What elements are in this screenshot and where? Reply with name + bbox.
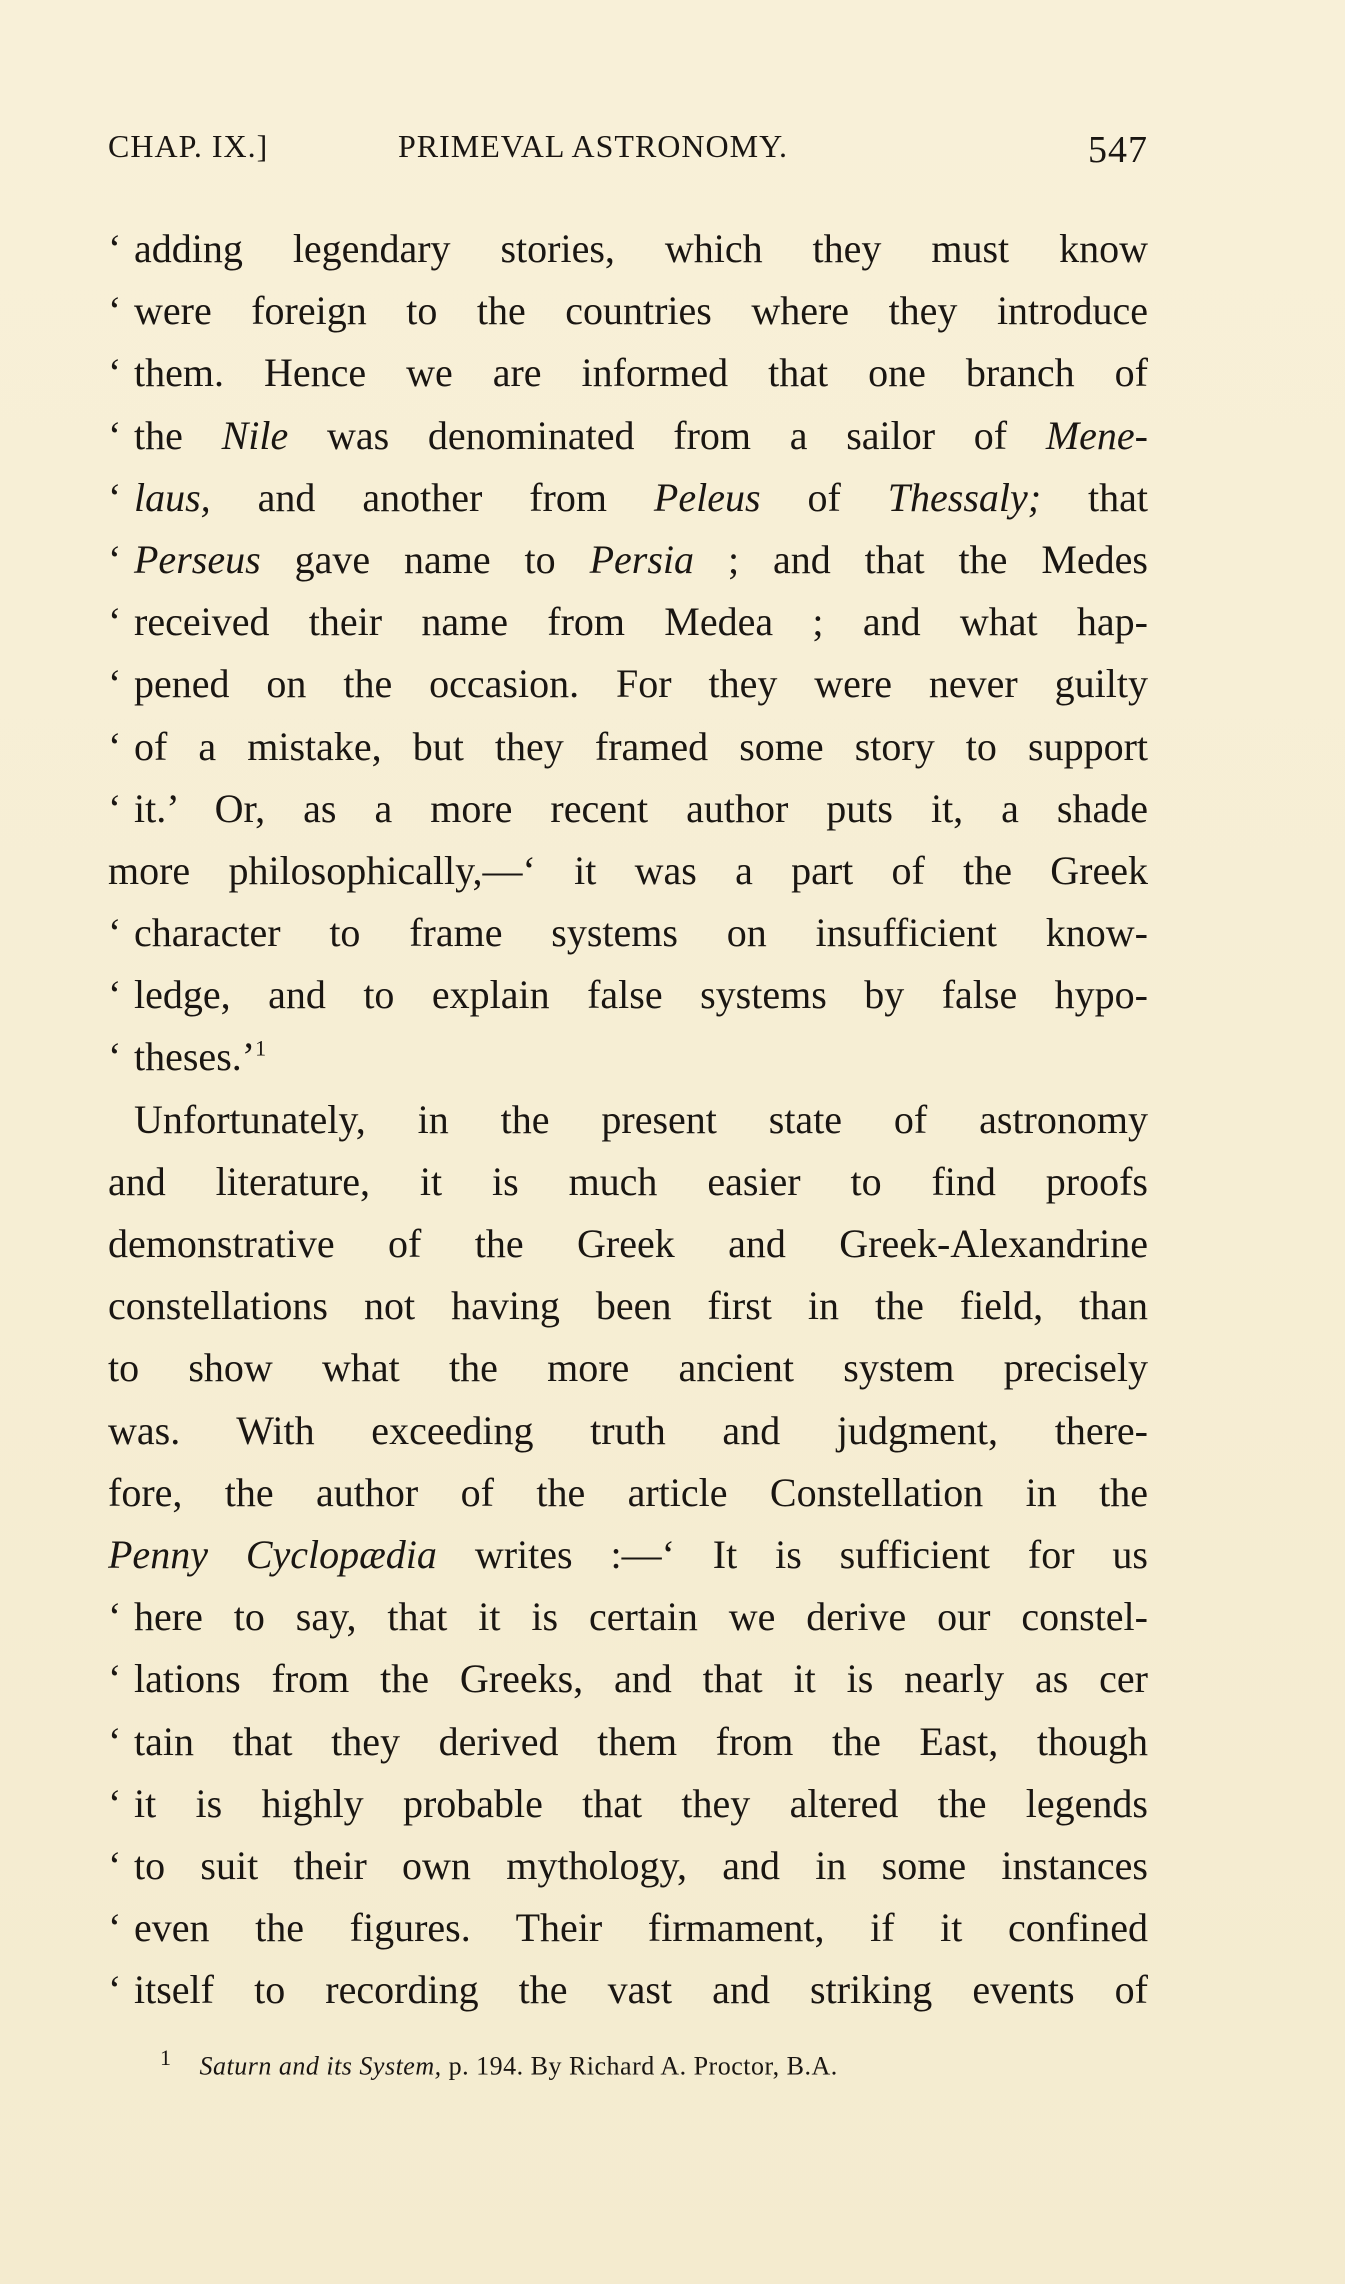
text-run: and another from	[210, 474, 654, 520]
italic-text: laus,	[134, 474, 211, 520]
text-run: here to say, that it is certain we derive our constel-	[134, 1594, 1148, 1640]
text-run: theses.’	[134, 1034, 256, 1080]
text-line	[108, 1959, 1148, 2021]
quote-mark: ‘	[108, 1842, 122, 1888]
text-line	[108, 653, 1148, 715]
quote-mark: ‘	[108, 350, 122, 396]
italic-text: Nile	[221, 412, 289, 458]
quote-mark: ‘	[108, 661, 122, 707]
quote-mark: ‘	[108, 972, 122, 1018]
quote-mark: ‘	[108, 723, 122, 769]
text-line	[108, 1773, 1148, 1835]
text-run: to suit their own mythology, and in some instances	[134, 1842, 1148, 1888]
text-run: lations from the Greeks, and that it is nearly as cer	[134, 1656, 1148, 1702]
text-line	[108, 280, 1148, 342]
text-run: received their name from Medea ; and what hap-	[134, 599, 1148, 645]
quote-mark: ‘	[108, 1780, 122, 1826]
text-run: them. Hence we are informed that one branch of	[134, 350, 1148, 396]
text-run: and literature, it is much easier to find proofs	[108, 1158, 1148, 1204]
text-line	[108, 1026, 1148, 1088]
text-line	[108, 840, 1148, 902]
italic-text: Persia	[589, 536, 695, 582]
text-run: it is highly probable that they altered the legends	[134, 1780, 1148, 1826]
text-run: demonstrative of the Greek and Greek-Alexandrine	[108, 1221, 1148, 1266]
text-line	[108, 1711, 1148, 1773]
text-line	[108, 1648, 1148, 1710]
text-run: fore, the author of the article Constellation in the	[108, 1469, 1148, 1515]
footnote-ref: 1	[255, 1036, 267, 1062]
text-run: ; and that the Medes	[694, 536, 1148, 582]
text-line	[108, 778, 1148, 840]
text-line	[108, 1400, 1148, 1462]
text-run: adding legendary stories, which they must know	[134, 226, 1148, 271]
text-run: of	[760, 474, 888, 520]
text-line	[108, 1151, 1148, 1213]
text-run: ledge, and to explain false systems by false hypo-	[134, 972, 1148, 1018]
quote-mark: ‘	[108, 226, 122, 271]
text-run: it.’ Or, as a more recent author puts it, a shade	[134, 785, 1148, 831]
text-line	[108, 1586, 1148, 1648]
text-line	[108, 1835, 1148, 1897]
text-line	[108, 405, 1148, 467]
text-line	[108, 1897, 1148, 1959]
quote-mark: ‘	[108, 412, 122, 458]
footnote-rest: p. 194. By Richard A. Proctor, B.A.	[448, 2051, 838, 2081]
quote-mark: ‘	[108, 474, 122, 520]
text-line	[108, 1275, 1148, 1337]
quote-mark: ‘	[108, 1656, 122, 1702]
text-line	[108, 1524, 1148, 1586]
footnote-marker: 1	[160, 2045, 172, 2070]
text-run: itself to recording the vast and striking events of	[134, 1967, 1148, 2013]
text-run: more philosophically,—‘ it was a part of the Greek	[108, 847, 1148, 893]
text-run: gave name to	[260, 536, 590, 582]
text-run: of a mistake, but they framed some story to support	[134, 723, 1148, 769]
text-line	[108, 529, 1148, 591]
quote-mark: ‘	[108, 1905, 122, 1951]
running-header	[108, 128, 1148, 178]
text-run: was. With exceeding truth and judgment, there-	[108, 1407, 1148, 1453]
italic-text: Penny Cyclopædia	[108, 1531, 437, 1577]
text-run: Unfortunately, in the present state of astronomy	[134, 1096, 1148, 1142]
body-text	[108, 218, 1148, 2021]
italic-text: Mene-	[1045, 412, 1148, 458]
text-line	[108, 1213, 1148, 1275]
italic-text: Peleus	[653, 474, 761, 520]
italic-text: Perseus	[134, 536, 261, 582]
quote-mark: ‘	[108, 1718, 122, 1764]
text-run: pened on the occasion. For they were never guilty	[134, 661, 1148, 707]
text-line	[108, 342, 1148, 404]
page-number: 547	[1088, 129, 1148, 171]
text-run: character to frame systems on insufficient know-	[134, 910, 1148, 956]
text-line	[108, 902, 1148, 964]
text-line	[108, 964, 1148, 1026]
text-run: writes :—‘ It is sufficient for us	[436, 1531, 1148, 1577]
quote-mark: ‘	[108, 1594, 122, 1640]
chapter-label: CHAP. IX.]	[108, 128, 269, 164]
text-run: tain that they derived them from the East, though	[134, 1718, 1148, 1764]
footnote-title: Saturn and its System,	[199, 2051, 442, 2081]
text-line	[108, 1337, 1148, 1399]
running-title: PRIMEVAL ASTRONOMY.	[398, 128, 789, 164]
text-run: to show what the more ancient system precisely	[108, 1345, 1148, 1391]
quote-mark: ‘	[108, 1967, 122, 2013]
text-run: were foreign to the countries where they introduce	[134, 288, 1148, 334]
text-line	[108, 1462, 1148, 1524]
quote-mark: ‘	[108, 1034, 122, 1080]
text-run: that	[1041, 474, 1148, 520]
quote-mark: ‘	[108, 599, 122, 645]
quote-mark: ‘	[108, 910, 122, 956]
quote-mark: ‘	[108, 536, 122, 582]
text-run: constellations not having been first in the field, than	[108, 1283, 1148, 1329]
footnote	[160, 2045, 1140, 2082]
text-run: the	[134, 412, 222, 458]
text-line	[108, 467, 1148, 529]
text-line	[108, 218, 1148, 280]
text-run: even the figures. Their firmament, if it confined	[134, 1905, 1148, 1951]
italic-text: Thessaly;	[887, 474, 1042, 520]
text-line	[108, 1089, 1148, 1151]
quote-mark: ‘	[108, 288, 122, 334]
text-line	[108, 591, 1148, 653]
text-line	[108, 716, 1148, 778]
text-run: was denominated from a sailor of	[288, 412, 1046, 458]
quote-mark: ‘	[108, 785, 122, 831]
